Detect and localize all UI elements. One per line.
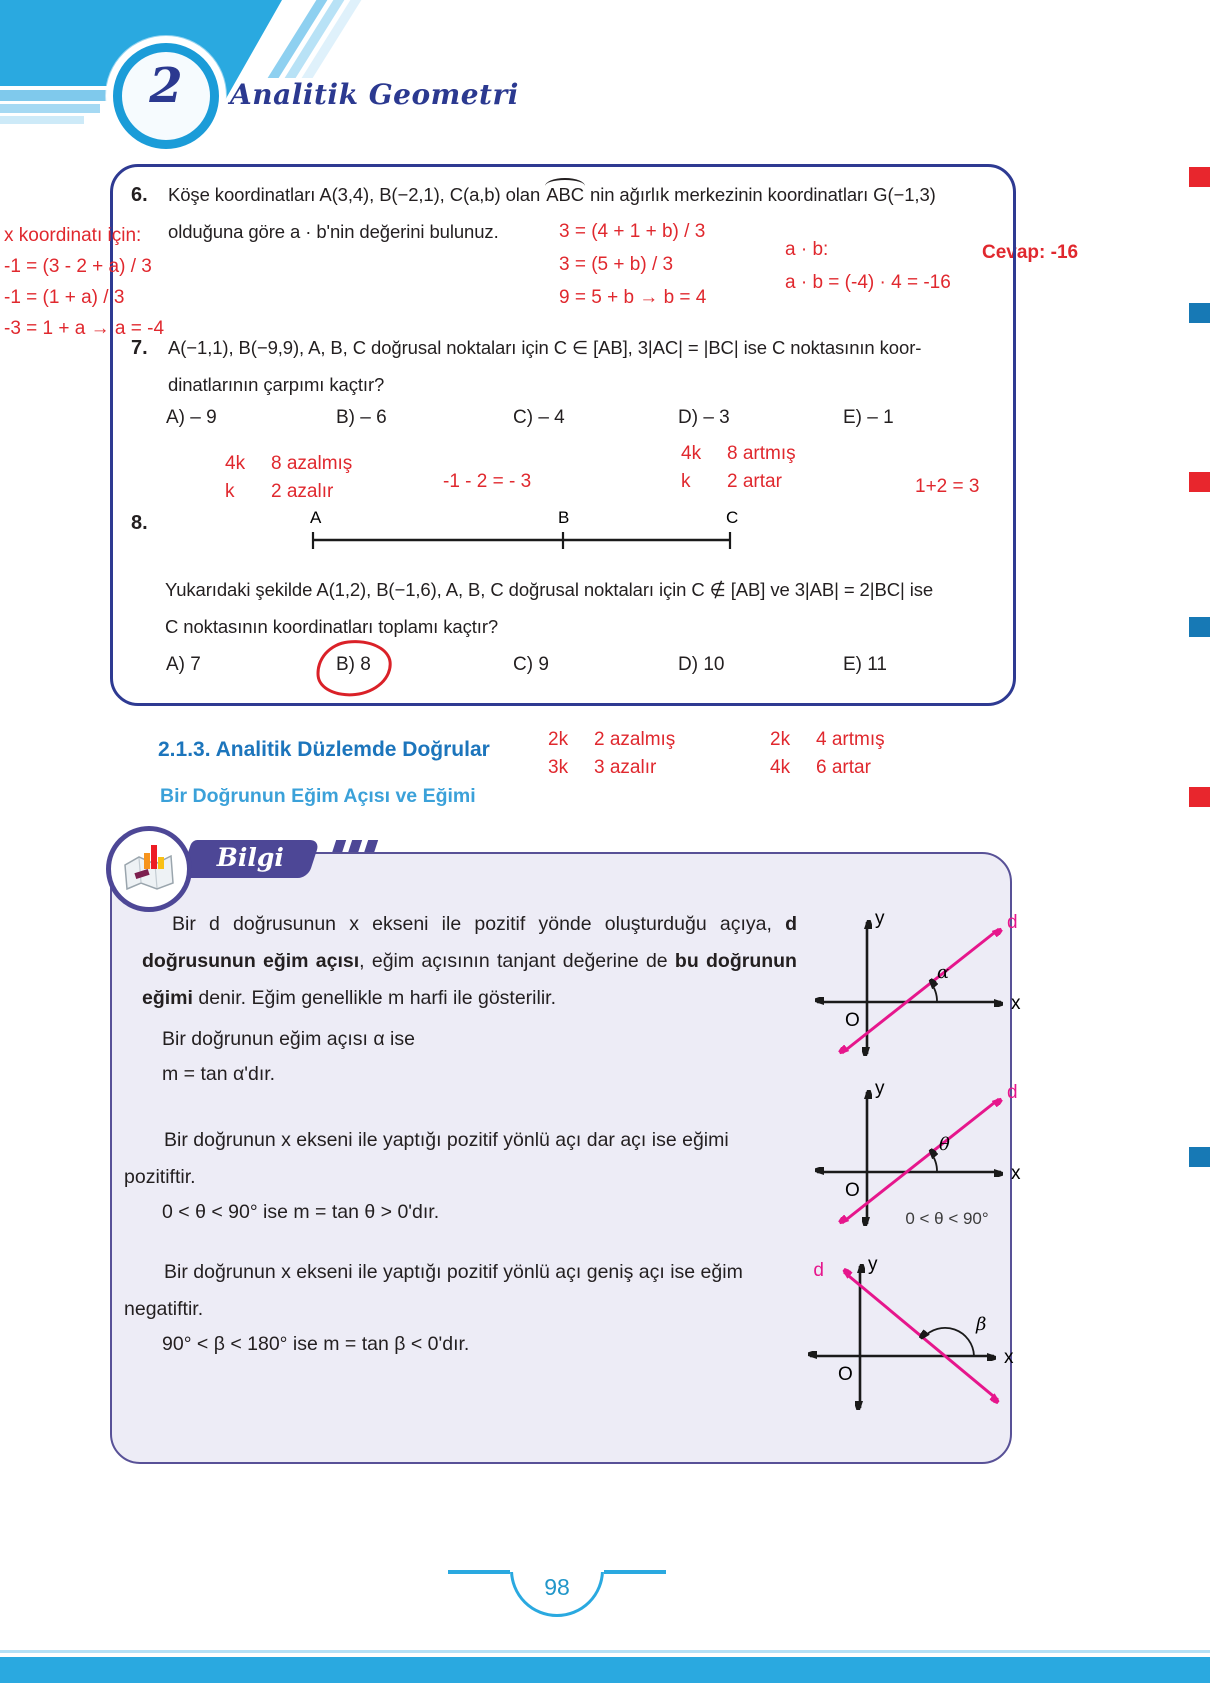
p1-bold-term: d doğrusunun eğim açısı	[142, 913, 797, 972]
edge-mark	[1189, 617, 1210, 637]
handwritten-margin-note	[4, 220, 164, 344]
line-d-label: d	[813, 1260, 824, 1281]
work-line: 9 = 5 + b → b = 4	[559, 287, 707, 308]
question-7-text-line1: A(−1,1), B(−9,9), A, B, C doğrusal noktaları için C ∈ [AB], 3|AC| = |BC| ise C noktasının koor-	[168, 337, 922, 358]
work-line: a · b:	[785, 239, 829, 260]
q7-option-e: E) – 1	[843, 407, 894, 428]
question-8-text-line2: C noktasının koordinatları toplamı kaçtır?	[165, 616, 499, 637]
footer-rule-right	[604, 1570, 666, 1574]
map-chart-illustration	[125, 845, 173, 889]
question-6-text: nin ağırlık merkezinin koordinatları G(−1,3)	[584, 184, 936, 205]
chapter-title: Analitik Geometri	[230, 78, 519, 111]
angle-beta-label: β	[976, 1314, 987, 1335]
handwritten-note-increase	[681, 440, 796, 496]
q8-option-a: A) 7	[166, 654, 201, 675]
edge-mark	[1189, 1147, 1210, 1167]
note-label: 8 azalmış	[271, 453, 353, 474]
bilgi-box	[110, 852, 1021, 1464]
x-axis-label: x	[1004, 1347, 1014, 1368]
origin-label: O	[845, 1010, 860, 1031]
x-axis-label: x	[1011, 1163, 1021, 1184]
chapter-number: 2	[149, 58, 183, 114]
question-6-text: Köşe koordinatları A(3,4), B(−2,1), C(a,b) olan	[168, 184, 546, 205]
bilgi-icon	[106, 826, 192, 912]
x-axis-label: x	[1011, 993, 1021, 1014]
handwritten-answer-circle	[313, 636, 394, 700]
p1-text: , eğim açısının tanjant değerine de	[359, 950, 675, 972]
header-stripe	[0, 104, 100, 113]
bilgi-positive-formula: 0 < θ < 90° ise m = tan θ > 0'dır.	[162, 1201, 440, 1223]
graph-obtuse-beta	[780, 1244, 1030, 1426]
bilgi-paragraph-1	[142, 906, 797, 1017]
note-label: 2 azalmış	[594, 729, 676, 750]
handwritten-section-note-left	[548, 726, 675, 782]
q8-option-c: C) 9	[513, 654, 549, 675]
note-k: k	[225, 481, 235, 502]
bilgi-paragraph-negative: Bir doğrunun x ekseni ile yaptığı pozitif yönlü açı geniş açı ise eğim negatiftir.	[124, 1261, 743, 1320]
note-k: 2k	[770, 729, 791, 750]
handwritten-answer: Cevap: -16	[982, 242, 1079, 263]
triangle-arc-notation: ABC	[546, 184, 584, 205]
margin-note-line: -3 = 1 + a → a = -4	[4, 318, 165, 339]
footer-band	[0, 1657, 1210, 1683]
page-number: 98	[544, 1574, 570, 1600]
work-line: a · b = (-4) · 4 = -16	[785, 272, 951, 293]
question-7-number: 7.	[131, 337, 148, 359]
edge-mark	[1189, 472, 1210, 492]
footer-band-light	[0, 1650, 1210, 1653]
handwritten-work-right	[785, 233, 951, 299]
origin-label: O	[838, 1364, 853, 1385]
note-label: 3 azalır	[594, 757, 657, 778]
edge-mark	[1189, 787, 1210, 807]
note-k: 4k	[225, 453, 246, 474]
q7-option-c: C) – 4	[513, 407, 565, 428]
q7-option-a: A) – 9	[166, 407, 217, 428]
margin-note-line: -1 = (3 - 2 + a) / 3	[4, 256, 152, 277]
questions-box	[110, 164, 1016, 706]
y-axis-label: y	[868, 1254, 878, 1275]
graph-acute-theta	[787, 1072, 1037, 1244]
bilgi-banner	[180, 840, 320, 878]
q7-option-b: B) – 6	[336, 407, 387, 428]
bilgi-negative-formula: 90° < β < 180° ise m = tan β < 0'dır.	[162, 1333, 470, 1355]
question-7-text-line2: dinatlarının çarpımı kaçtır?	[168, 374, 385, 395]
question-8-number: 8.	[131, 512, 148, 534]
note-label: 2 azalır	[271, 481, 334, 502]
section-subtitle: Bir Doğrunun Eğim Açısı ve Eğimi	[160, 785, 476, 807]
note-label: 2 artar	[727, 471, 782, 492]
note-label: 6 artar	[816, 757, 871, 778]
point-c-label: C	[726, 509, 739, 527]
q7-option-d: D) – 3	[678, 407, 730, 428]
note-k: k	[681, 471, 691, 492]
question-6-text-line1	[168, 184, 936, 206]
angle-theta-label: θ	[939, 1134, 950, 1155]
note-k: 2k	[548, 729, 569, 750]
q8-line-diagram	[308, 509, 758, 555]
section-title: 2.1.3. Analitik Düzlemde Doğrular	[158, 738, 490, 761]
edge-mark	[1189, 303, 1210, 323]
origin-label: O	[845, 1180, 860, 1201]
bilgi-slope-statement: Bir doğrunun eğim açısı α ise	[162, 1028, 415, 1050]
angle-alpha-label: α	[937, 962, 950, 983]
handwritten-note-sum-pos: 1+2 = 3	[915, 476, 980, 497]
handwritten-note-sum-neg: -1 - 2 = - 3	[443, 471, 532, 492]
margin-note-line: -1 = (1 + a) / 3	[4, 287, 125, 308]
bilgi-paragraph-positive: Bir doğrunun x ekseni ile yaptığı pozitif yönlü açı dar açı ise eğimi pozitiftir.	[124, 1129, 729, 1188]
footer-rule-left	[448, 1570, 510, 1574]
q8-option-b: B) 8	[336, 654, 371, 675]
note-k: 3k	[548, 757, 569, 778]
edge-mark	[1189, 167, 1210, 187]
header-stripe	[0, 116, 84, 124]
work-line: 3 = (5 + b) / 3	[559, 254, 674, 275]
y-axis-label: y	[875, 908, 885, 929]
note-label: 8 artmış	[727, 443, 796, 464]
note-label: 4 artmış	[816, 729, 885, 750]
graph-slope-alpha	[787, 902, 1037, 1070]
p1-text: denir. Eğim genellikle m harfi ile gösterilir.	[192, 987, 557, 1009]
line-d-label: d	[1007, 1082, 1018, 1103]
p1-text: Bir d doğrusunun x ekseni ile pozitif yönde oluşturduğu açıya,	[172, 913, 786, 935]
q8-option-e: E) 11	[843, 654, 888, 675]
question-6-text-line2: olduğuna göre a · b'nin değerini bulunuz.	[168, 221, 499, 242]
note-k: 4k	[770, 757, 791, 778]
line-d-label: d	[1007, 912, 1018, 933]
work-line: 3 = (4 + 1 + b) / 3	[559, 221, 706, 242]
question-8-text-line1: Yukarıdaki şekilde A(1,2), B(−1,6), A, B, C doğrusal noktaları için C ∉ [AB] ve 3|AB| = 2|BC| ise	[165, 579, 934, 600]
point-b-label: B	[558, 509, 570, 527]
bilgi-label: Bilgi	[216, 843, 284, 872]
margin-note-title: x koordinatı için:	[4, 225, 142, 246]
p1-bold-term: bu doğrunun eğimi	[142, 950, 797, 1009]
bilgi-slope-formula: m = tan α'dır.	[162, 1063, 276, 1085]
handwritten-note-decrease	[225, 450, 352, 506]
q8-option-d: D) 10	[678, 654, 725, 675]
point-a-label: A	[310, 509, 322, 527]
question-6-number: 6.	[131, 184, 148, 206]
note-k: 4k	[681, 443, 702, 464]
chapter-badge	[106, 36, 226, 156]
handwritten-work-center	[559, 215, 706, 314]
handwritten-section-note-right	[770, 726, 885, 782]
theta-range-caption: 0 < θ < 90°	[905, 1209, 989, 1228]
y-axis-label: y	[875, 1078, 885, 1099]
header-stripe	[0, 90, 112, 101]
